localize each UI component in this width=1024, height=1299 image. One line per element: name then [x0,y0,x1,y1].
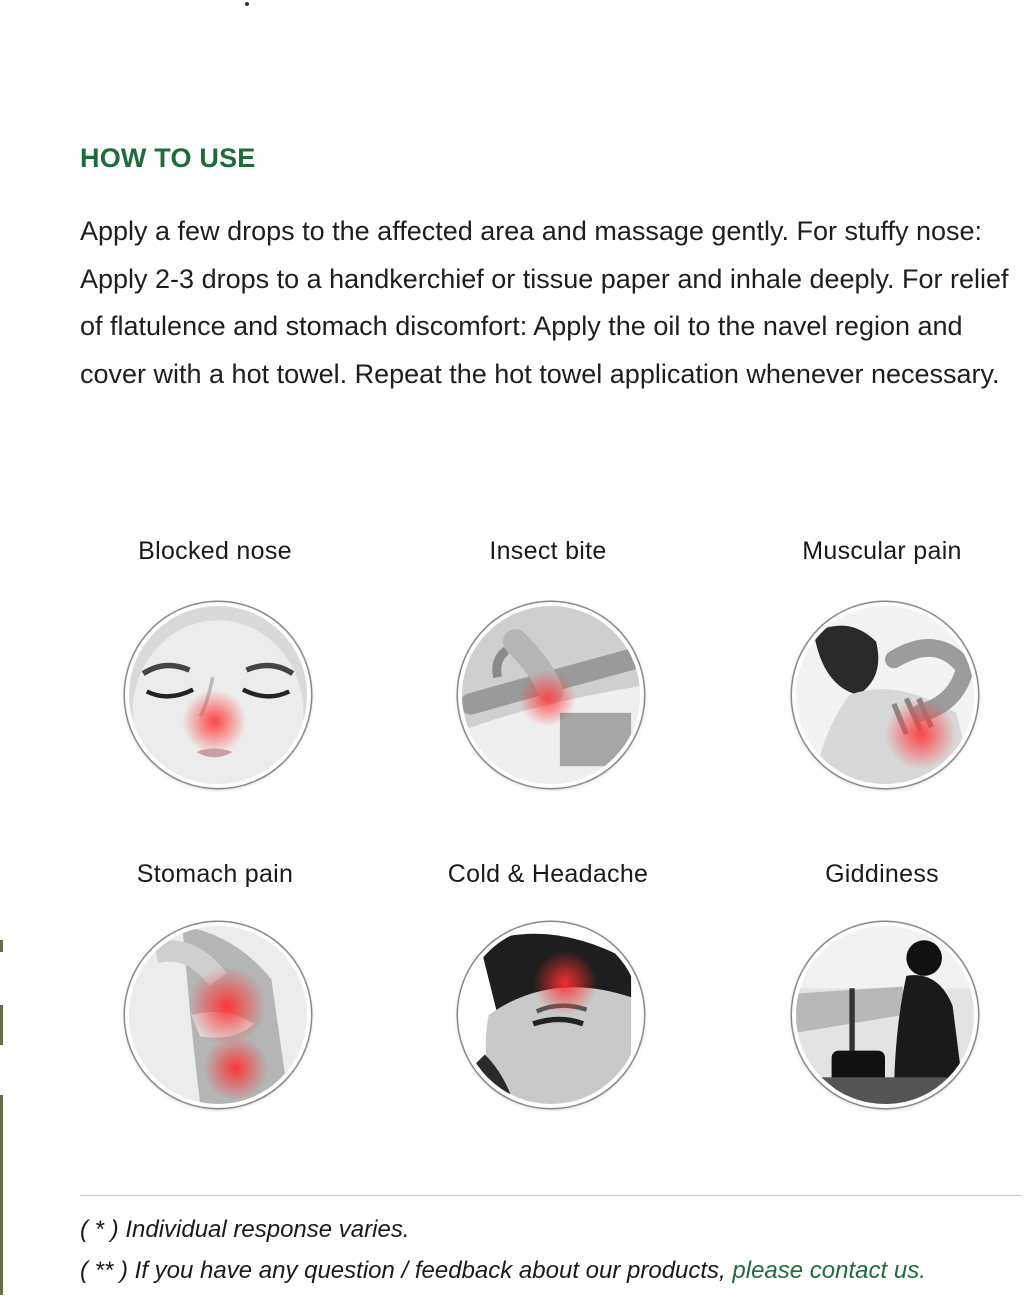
giddiness-icon [796,926,974,1104]
edge-mark [0,940,3,952]
giddiness-photo [792,922,978,1108]
use-label-blocked-nose: Blocked nose [138,537,292,565]
section-heading: HOW TO USE [80,143,256,173]
headache-photo [458,922,644,1108]
edge-mark [0,1005,3,1045]
muscular-pain-icon [796,606,974,784]
footnote-individual-response: ( * ) Individual response varies. [80,1216,410,1243]
use-label-giddiness: Giddiness [825,860,939,888]
insect-bite-icon [462,606,640,784]
stray-dot [245,2,249,6]
muscular-pain-photo [792,602,978,788]
blocked-nose-icon [129,606,307,784]
edge-mark [0,1095,3,1295]
usage-instructions: Apply a few drops to the affected area and massage gently. For stuffy nose: Apply 2-3 drops to a handkerchief or tissue paper and inhale deeply. For relief of flatulence and stomach discomfort: Apply the oil to the navel region and cover with a hot towel. Repeat the hot towel application whenever necessary. [80,216,1009,389]
use-label-cold-headache: Cold & Headache [447,860,649,888]
headache-icon [462,926,640,1104]
stomach-pain-icon [129,926,307,1104]
use-label-muscular-pain: Muscular pain [802,537,962,565]
footnote-feedback [80,1257,926,1285]
insect-bite-photo [458,602,644,788]
contact-us-link[interactable]: please contact us. [732,1257,926,1284]
use-label-stomach-pain: Stomach pain [136,860,294,888]
blocked-nose-photo [125,602,311,788]
use-label-insect-bite: Insect bite [489,537,607,565]
stomach-pain-photo [125,922,311,1108]
footnote-divider [80,1195,1022,1196]
footnote-feedback-text: ( ** ) If you have any question / feedback about our products, [80,1257,733,1284]
